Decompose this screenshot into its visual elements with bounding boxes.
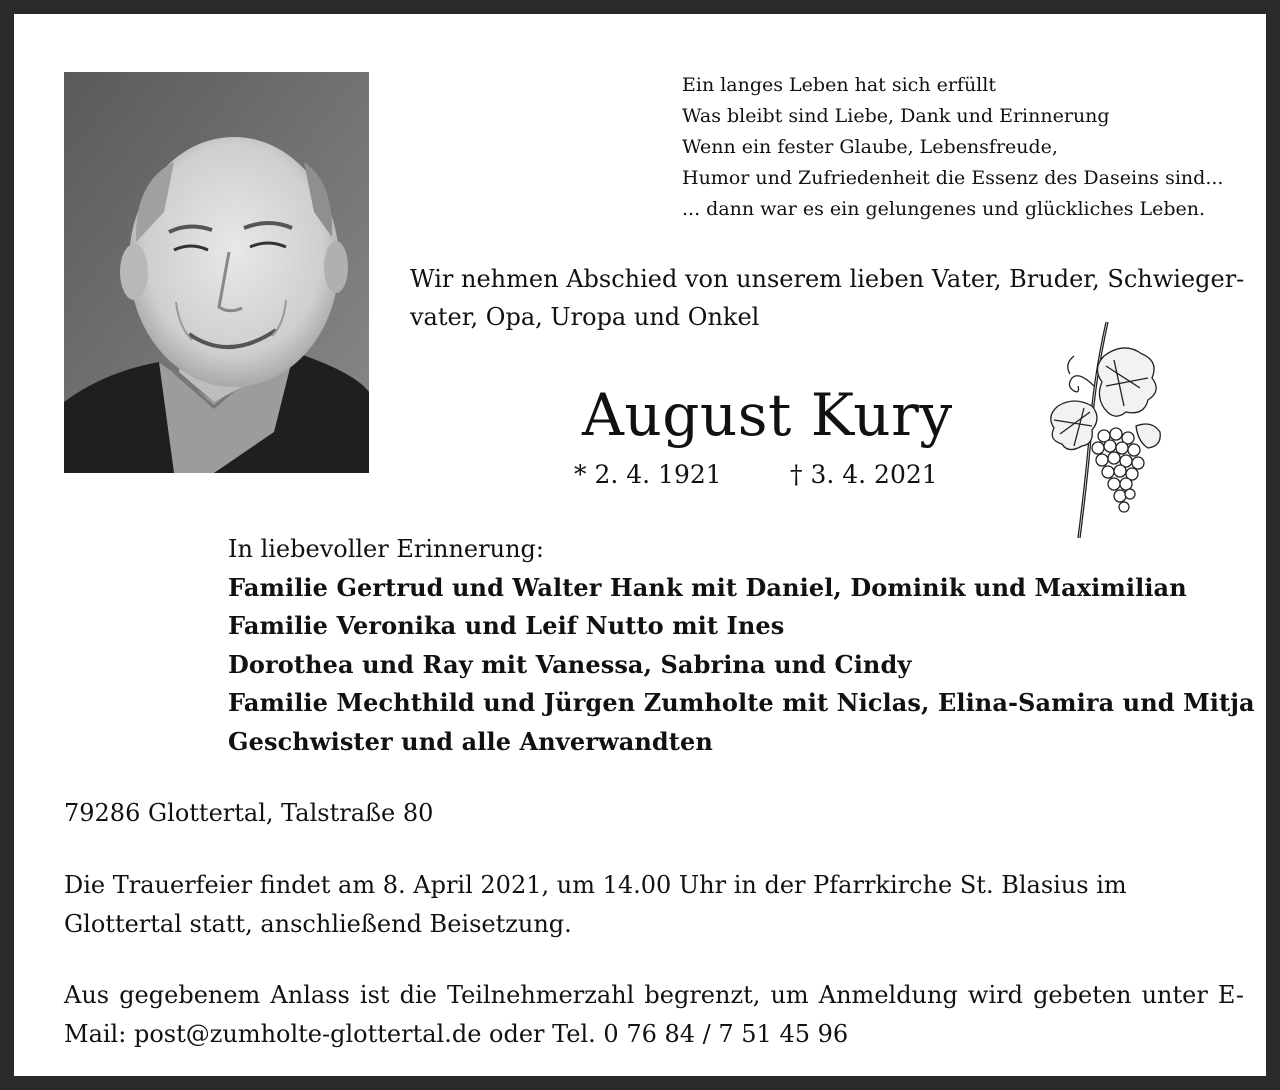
- poem-line: ... dann war es ein gelungenes und glückliches Leben.: [682, 198, 1206, 220]
- remembrance-heading: In liebevoller Erinnerung:: [228, 535, 544, 563]
- grapevine-icon: [1044, 316, 1164, 542]
- remembrance-list: [228, 530, 1258, 761]
- intro-line: Wir nehmen Abschied von unserem lieben Vater, Bruder, Schwieger-: [410, 265, 1245, 293]
- death-date: † 3. 4. 2021: [790, 460, 938, 489]
- registration-notice: Aus gegebenem Anlass ist die Teilnehmerzahl begrenzt, um Anmeldung wird gebeten unter E-Mail: post@zumholte-glottertal.de oder Tel. 0 76 84 / 7 51 45 96: [64, 981, 1244, 1048]
- poem-line: Was bleibt sind Liebe, Dank und Erinnerung: [682, 105, 1110, 127]
- poem-line: Wenn ein fester Glaube, Lebensfreude,: [682, 136, 1058, 158]
- family-entry: Familie Gertrud und Walter Hank mit Daniel, Dominik und Maximilian: [228, 572, 1187, 602]
- poem: [682, 70, 1262, 225]
- birth-date: * 2. 4. 1921: [574, 460, 722, 489]
- intro-line: vater, Opa, Uropa und Onkel: [410, 303, 760, 331]
- deceased-name: August Kury: [582, 381, 953, 449]
- family-entry: Dorothea und Ray mit Vanessa, Sabrina und Cindy: [228, 649, 912, 679]
- family-entry: Familie Veronika und Leif Nutto mit Ines: [228, 611, 785, 640]
- funeral-service-text: Die Trauerfeier findet am 8. April 2021, um 14.00 Uhr in der Pfarrkirche St. Blasius im Glottertal statt, anschließend Beisetzung.: [64, 871, 1127, 938]
- obituary-card: [14, 14, 1266, 1076]
- address: 79286 Glottertal, Talstraße 80: [64, 799, 434, 827]
- family-entry: Familie Mechthild und Jürgen Zumholte mit Niclas, Elina-Samira und Mitja: [228, 688, 1255, 717]
- portrait-photo: [64, 72, 369, 473]
- family-entry: Geschwister und alle Anverwandten: [228, 726, 713, 756]
- poem-line: Humor und Zufriedenheit die Essenz des Daseins sind...: [682, 167, 1224, 189]
- poem-line: Ein langes Leben hat sich erfüllt: [682, 74, 996, 96]
